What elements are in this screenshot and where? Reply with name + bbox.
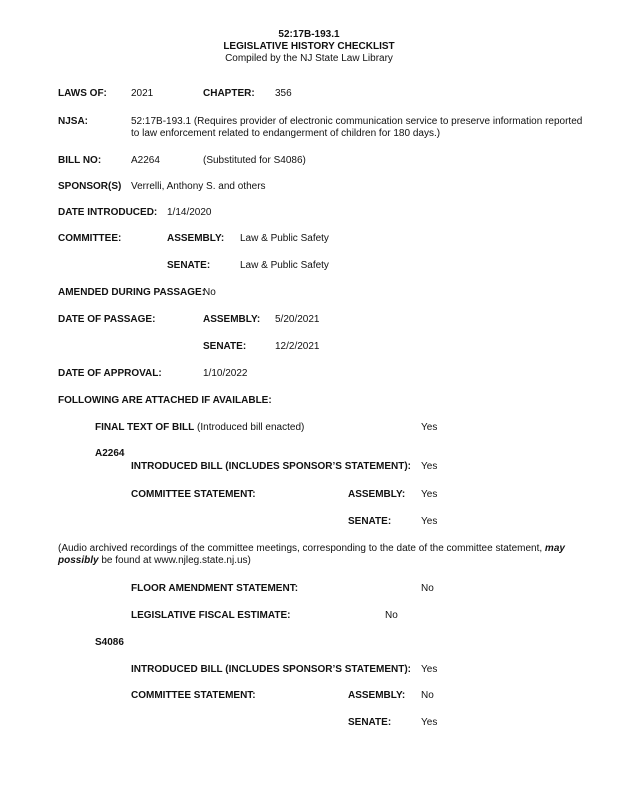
sponsors-label: SPONSOR(S) [58,181,122,192]
a2264-assembly-label: ASSEMBLY: [348,489,406,500]
a2264-introduced-value: Yes [421,461,438,472]
bill-no-value: A2264 [131,155,160,166]
final-text-row [95,422,304,434]
a2264-assembly-value: Yes [421,489,438,500]
final-text-value: Yes [421,422,438,433]
s4086-senate-label: SENATE: [348,717,392,728]
passage-senate-label: SENATE: [203,341,247,352]
committee-senate-label: SENATE: [167,260,211,271]
a2264-senate-label: SENATE: [348,516,392,527]
sponsors-value: Verrelli, Anthony S. and others [131,181,266,192]
compiled-by: Compiled by the NJ State Law Library [225,53,393,64]
njsa-description-line2: to law enforcement related to endangerment of children for 180 days.) [131,128,441,139]
floor-amendment-label: FLOOR AMENDMENT STATEMENT: [131,583,299,594]
s4086-committee-label: COMMITTEE STATEMENT: [131,690,256,701]
passage-assembly-value: 5/20/2021 [275,314,320,325]
passage-assembly-label: ASSEMBLY: [203,314,261,325]
audio-archive-note [58,543,603,567]
committee-assembly-value: Law & Public Safety [240,233,329,244]
final-text-note: (Introduced bill enacted) [197,422,305,433]
bill-no-label: BILL NO: [58,155,102,166]
page-title: LEGISLATIVE HISTORY CHECKLIST [223,41,395,52]
s4086-assembly-value: No [421,690,434,701]
s4086-assembly-label: ASSEMBLY: [348,690,406,701]
date-of-passage-label: DATE OF PASSAGE: [58,314,156,325]
s4086-senate-value: Yes [421,717,438,728]
a2264-senate-value: Yes [421,516,438,527]
audio-note-emphasis: may possibly [58,543,565,566]
a2264-committee-label: COMMITTEE STATEMENT: [131,489,256,500]
statute-number: 52:17B-193.1 [278,29,340,40]
a2264-introduced-label: INTRODUCED BILL (INCLUDES SPONSOR’S STATEMENT): [131,461,411,472]
date-introduced-value: 1/14/2020 [167,207,212,218]
date-of-approval-label: DATE OF APPROVAL: [58,368,162,379]
a2264-heading: A2264 [95,448,125,459]
floor-amendment-value: No [421,583,434,594]
laws-of-label: LAWS OF: [58,88,107,99]
s4086-heading: S4086 [95,637,124,648]
passage-senate-value: 12/2/2021 [275,341,320,352]
committee-label: COMMITTEE: [58,233,122,244]
audio-note-text: (Audio archived recordings of the committee meetings, corresponding to the date of the committee statement, [58,543,545,554]
s4086-introduced-value: Yes [421,664,438,675]
njsa-description-line1: 52:17B-193.1 (Requires provider of electronic communication service to preserve information reported [131,116,583,127]
fiscal-estimate-label: LEGISLATIVE FISCAL ESTIMATE: [131,610,291,621]
committee-assembly-label: ASSEMBLY: [167,233,225,244]
date-introduced-label: DATE INTRODUCED: [58,207,158,218]
amended-value: No [203,287,216,298]
s4086-introduced-label: INTRODUCED BILL (INCLUDES SPONSOR’S STATEMENT): [131,664,411,675]
amended-label: AMENDED DURING PASSAGE: [58,287,206,298]
committee-senate-value: Law & Public Safety [240,260,329,271]
chapter-label: CHAPTER: [203,88,255,99]
chapter-value: 356 [275,88,292,99]
njsa-label: NJSA: [58,116,89,127]
final-text-label: FINAL TEXT OF BILL [95,422,195,433]
attached-heading: FOLLOWING ARE ATTACHED IF AVAILABLE: [58,395,272,406]
laws-of-value: 2021 [131,88,154,99]
date-of-approval-value: 1/10/2022 [203,368,248,379]
audio-note-link-text: be found at www.njleg.state.nj.us) [98,555,251,566]
bill-substitution-note: (Substituted for S4086) [203,155,306,166]
fiscal-estimate-value: No [385,610,398,621]
